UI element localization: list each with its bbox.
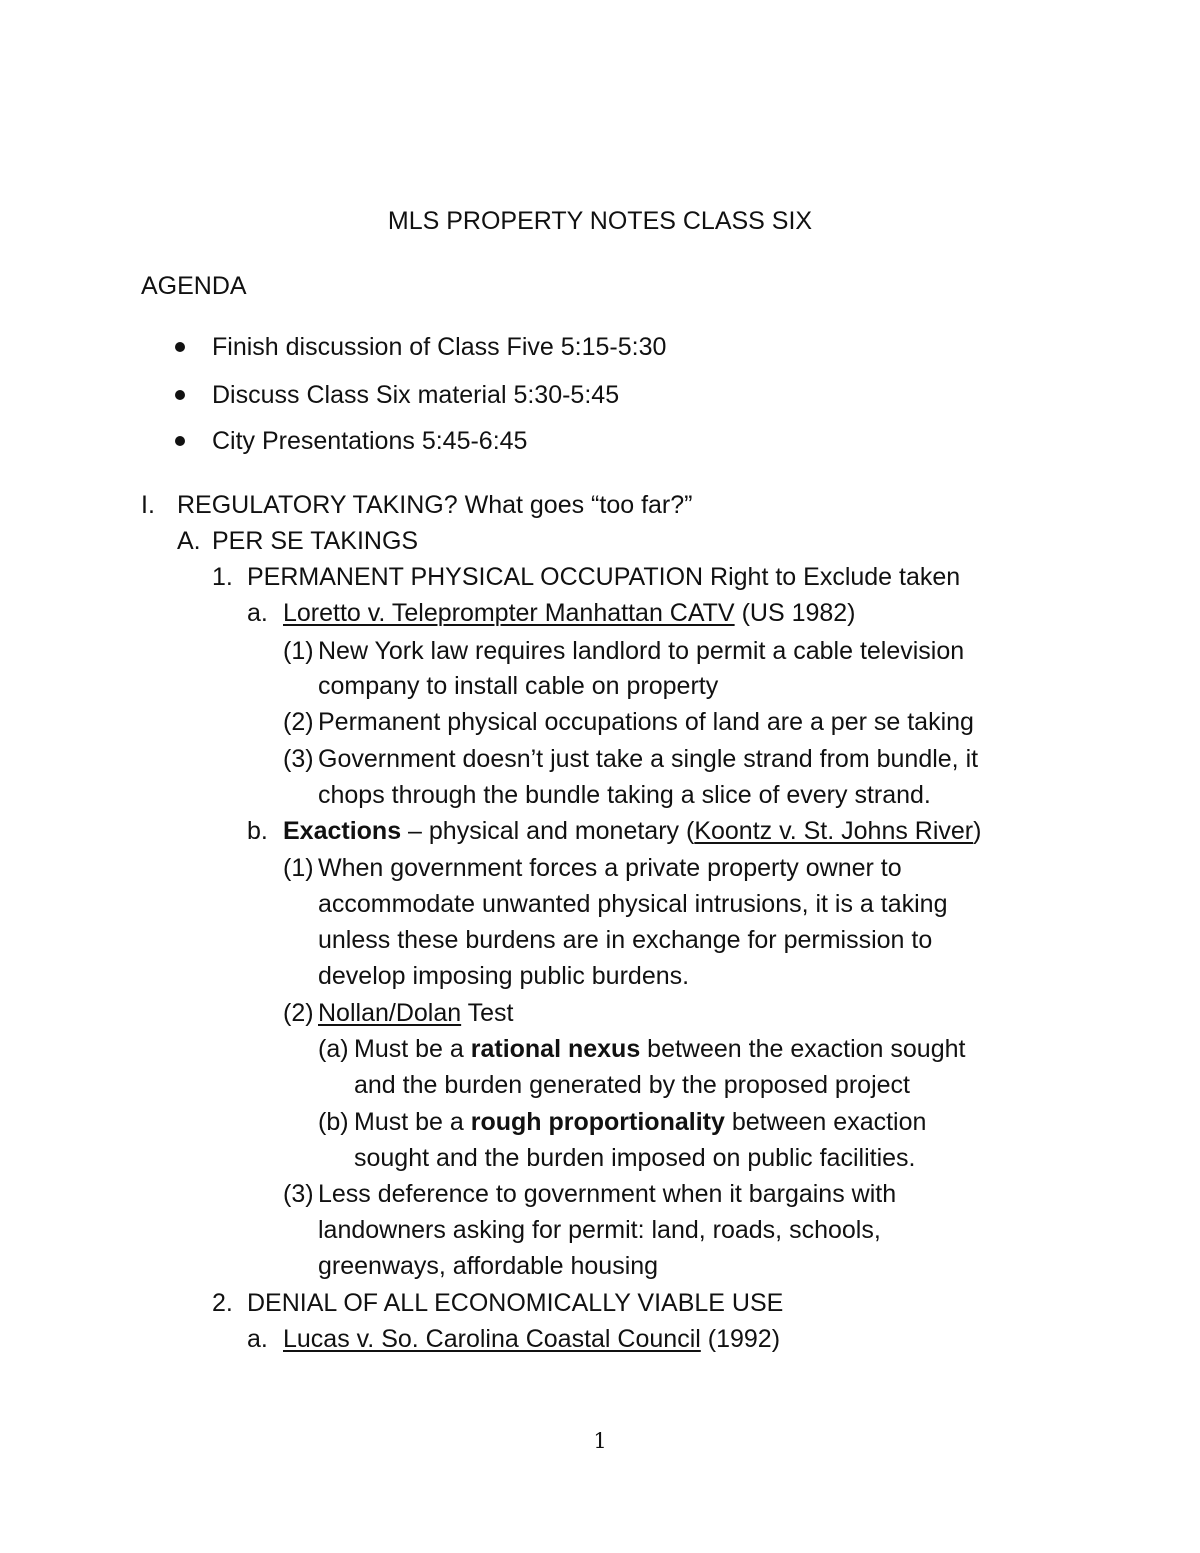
outline-marker-2a: a. [247, 1325, 268, 1353]
agenda-item: City Presentations 5:45-6:45 [212, 427, 528, 455]
outline-text [354, 1106, 926, 1138]
outline-text: greenways, affordable housing [318, 1252, 659, 1280]
outline-marker-2: 2. [212, 1289, 233, 1317]
outline-text: landowners asking for permit: land, roads, schools, [318, 1216, 881, 1244]
outline-text: sought and the burden imposed on public facilities. [354, 1144, 916, 1172]
agenda-item: Finish discussion of Class Five 5:15-5:30 [212, 333, 667, 361]
outline-item-2a [283, 1323, 780, 1355]
outline-marker: (2) [283, 708, 314, 736]
outline-marker: (2) [283, 999, 314, 1027]
outline-text: When government forces a private property owner to [318, 854, 902, 882]
page-number: 1 [593, 1429, 607, 1453]
outline-heading-A: PER SE TAKINGS [212, 527, 419, 555]
outline-text: Less deference to government when it bargains with [318, 1180, 897, 1208]
outline-marker-A: A. [177, 527, 201, 555]
outline-text [354, 1033, 965, 1065]
outline-text: Must be a [354, 1108, 471, 1136]
outline-text [318, 997, 513, 1029]
outline-marker: (1) [283, 637, 314, 665]
outline-text: Government doesn’t just take a single strand from bundle, it [318, 745, 979, 773]
case-citation: Koontz v. St. Johns River [694, 817, 974, 845]
bullet-icon [175, 436, 185, 446]
outline-marker: (3) [283, 745, 314, 773]
case-citation: Loretto v. Teleprompter Manhattan CATV [283, 599, 735, 627]
outline-text: Permanent physical occupations of land are a per se taking [318, 708, 974, 736]
outline-marker-1: 1. [212, 563, 233, 591]
page-title: MLS PROPERTY NOTES CLASS SIX [387, 207, 813, 235]
outline-heading-1: PERMANENT PHYSICAL OCCUPATION Right to Exclude taken [247, 563, 961, 591]
bold-term: rational nexus [470, 1035, 641, 1063]
outline-text: between exaction [724, 1108, 927, 1136]
outline-text: Test [461, 999, 514, 1027]
outline-text: chops through the bundle taking a slice of every strand. [318, 781, 931, 809]
bold-term: Exactions [283, 817, 402, 845]
outline-text: accommodate unwanted physical intrusions, it is a taking [318, 890, 948, 918]
outline-marker-1a: a. [247, 599, 268, 627]
outline-text: develop imposing public burdens. [318, 962, 690, 990]
case-citation: Lucas v. So. Carolina Coastal Council [283, 1325, 701, 1353]
outline-text: ) [973, 817, 982, 845]
outline-text: company to install cable on property [318, 672, 719, 700]
outline-marker: (1) [283, 854, 314, 882]
outline-marker-I: I. [141, 491, 155, 519]
outline-marker-1b: b. [247, 817, 268, 845]
outline-item-1b [283, 815, 981, 847]
outline-heading-2: DENIAL OF ALL ECONOMICALLY VIABLE USE [247, 1289, 784, 1317]
outline-text: Must be a [354, 1035, 471, 1063]
outline-heading-I: REGULATORY TAKING? What goes “too far?” [177, 491, 693, 519]
outline-text: New York law requires landlord to permit a cable television [318, 637, 965, 665]
outline-text: unless these burdens are in exchange for permission to [318, 926, 933, 954]
bullet-icon [175, 390, 185, 400]
outline-marker: (a) [318, 1035, 349, 1063]
outline-marker: (3) [283, 1180, 314, 1208]
bold-term: rough proportionality [470, 1108, 725, 1136]
outline-text: – physical and monetary ( [401, 817, 695, 845]
case-year: (US 1982) [734, 599, 856, 627]
agenda-item: Discuss Class Six material 5:30-5:45 [212, 381, 620, 409]
agenda-heading: AGENDA [141, 272, 247, 300]
case-citation: Nollan/Dolan [318, 999, 462, 1027]
outline-marker: (b) [318, 1108, 349, 1136]
outline-text: and the burden generated by the proposed project [354, 1071, 910, 1099]
bullet-icon [175, 342, 185, 352]
outline-item-1a [283, 597, 856, 629]
case-year: (1992) [700, 1325, 781, 1353]
outline-text: between the exaction sought [640, 1035, 966, 1063]
